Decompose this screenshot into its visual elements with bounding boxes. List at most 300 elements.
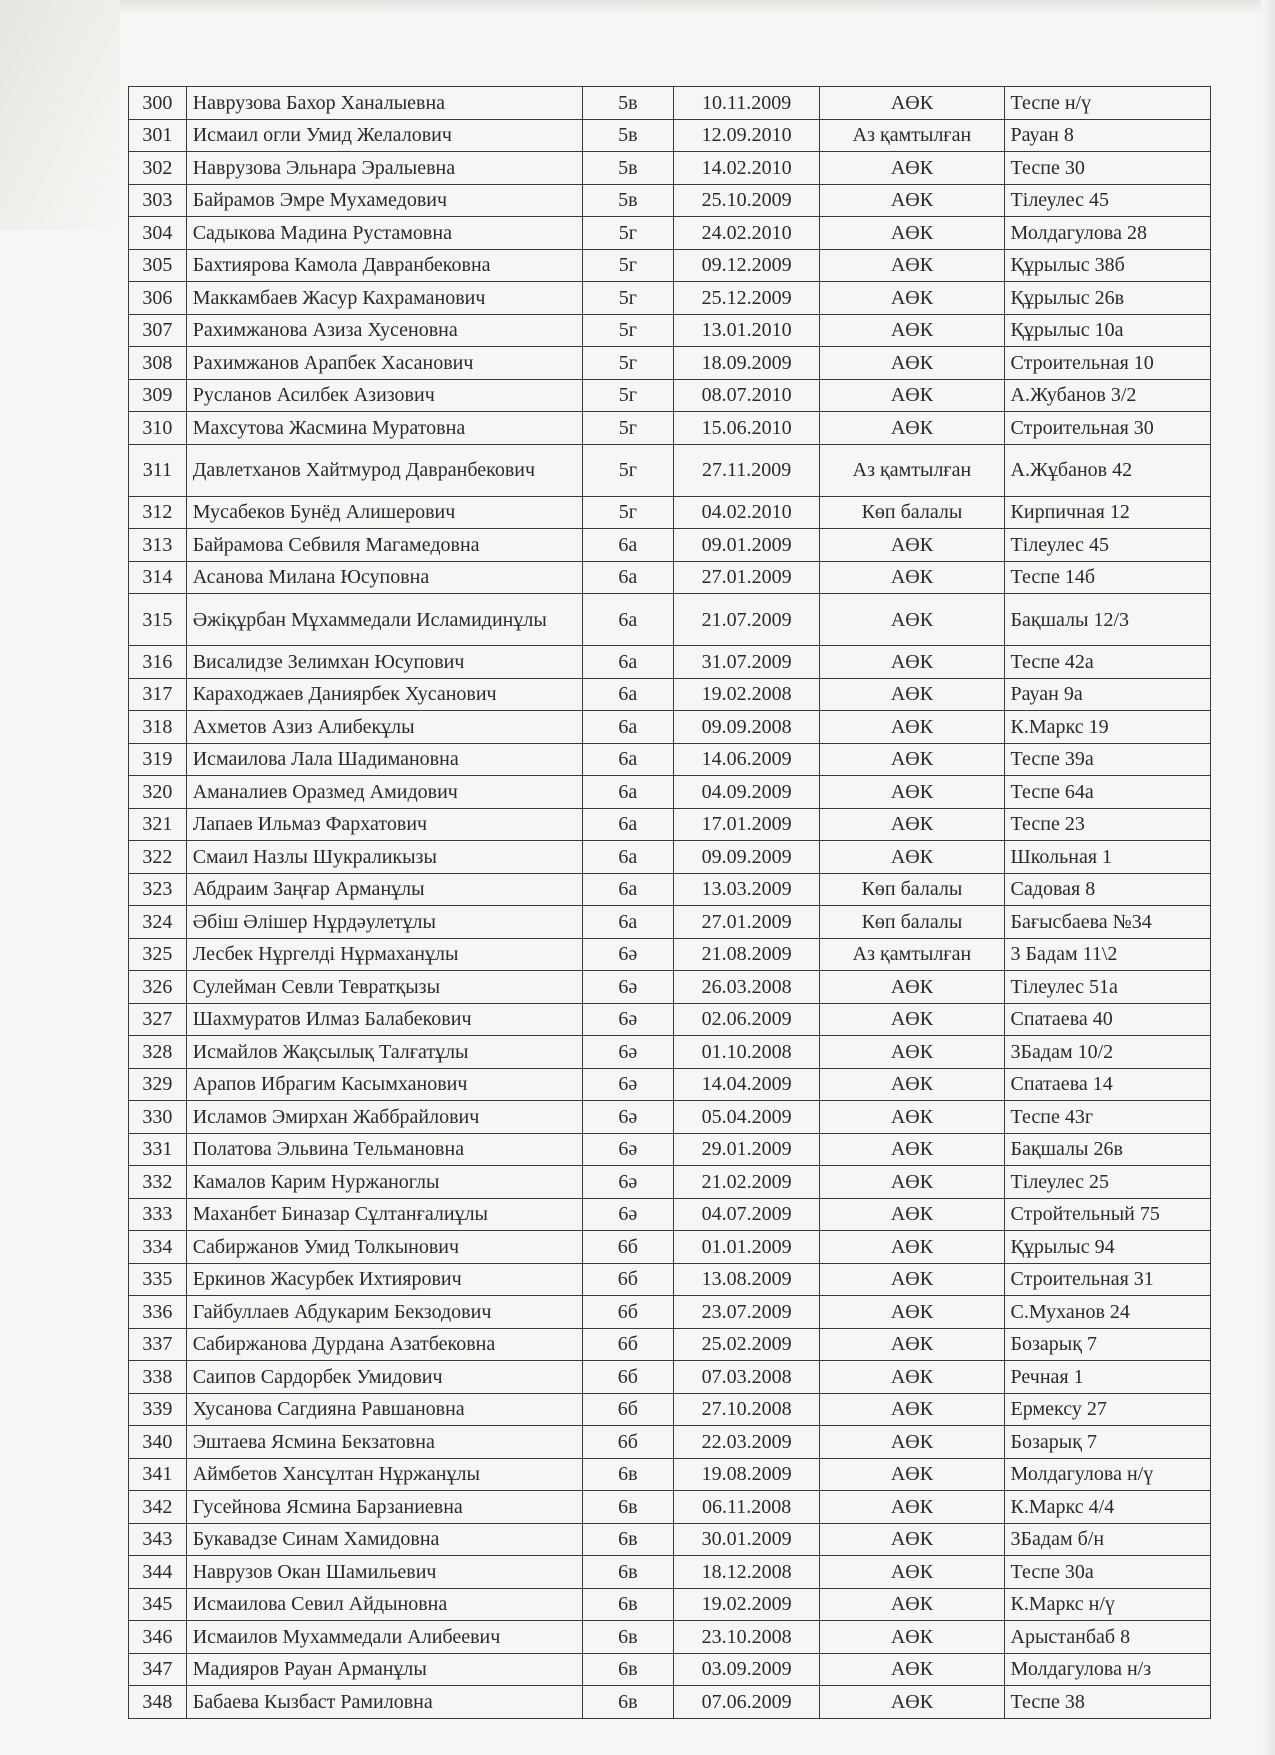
- class-grade: 6а: [582, 906, 673, 939]
- table-row: [129, 938, 1211, 971]
- birth-date: 27.01.2009: [673, 906, 819, 939]
- birth-date: 13.01.2010: [673, 314, 819, 347]
- birth-date: 07.06.2009: [673, 1686, 819, 1719]
- social-status: АӨК: [820, 1361, 1004, 1394]
- social-status: АӨК: [820, 678, 1004, 711]
- student-name: Махсутова Жасмина Муратовна: [186, 412, 582, 445]
- class-grade: 6ә: [582, 1036, 673, 1069]
- row-number: 330: [129, 1101, 187, 1134]
- social-status: АӨК: [820, 1198, 1004, 1231]
- social-status: АӨК: [820, 1686, 1004, 1719]
- social-status: АӨК: [820, 1426, 1004, 1459]
- class-grade: 5г: [582, 217, 673, 250]
- home-address: Садовая 8: [1004, 873, 1210, 906]
- table-row: [129, 1036, 1211, 1069]
- student-name: Караходжаев Даниярбек Хусанович: [186, 678, 582, 711]
- social-status: АӨК: [820, 217, 1004, 250]
- row-number: 327: [129, 1003, 187, 1036]
- table-row: [129, 1166, 1211, 1199]
- student-name: Хусанова Сагдияна Равшановна: [186, 1393, 582, 1426]
- roster-body: [129, 87, 1211, 1719]
- student-name: Камалов Карим Нуржаноглы: [186, 1166, 582, 1199]
- table-row: [129, 529, 1211, 562]
- row-number: 310: [129, 412, 187, 445]
- row-number: 334: [129, 1231, 187, 1264]
- social-status: АӨК: [820, 594, 1004, 646]
- table-row: [129, 119, 1211, 152]
- page-fold-shadow: [0, 0, 120, 230]
- table-row: [129, 1621, 1211, 1654]
- birth-date: 06.11.2008: [673, 1491, 819, 1524]
- student-name: Мусабеков Бунёд Алишерович: [186, 496, 582, 529]
- table-row: [129, 1101, 1211, 1134]
- class-grade: 6а: [582, 711, 673, 744]
- table-row: [129, 1393, 1211, 1426]
- birth-date: 15.06.2010: [673, 412, 819, 445]
- student-name: Сабиржанова Дурдана Азатбековна: [186, 1328, 582, 1361]
- home-address: Құрылыс 38б: [1004, 249, 1210, 282]
- class-grade: 5г: [582, 496, 673, 529]
- class-grade: 5г: [582, 412, 673, 445]
- social-status: АӨК: [820, 249, 1004, 282]
- home-address: С.Муханов 24: [1004, 1296, 1210, 1329]
- student-name: Эштаева Ясмина Бекзатовна: [186, 1426, 582, 1459]
- home-address: Теспе 64а: [1004, 776, 1210, 809]
- row-number: 345: [129, 1588, 187, 1621]
- class-grade: 6б: [582, 1328, 673, 1361]
- birth-date: 09.01.2009: [673, 529, 819, 562]
- student-name: Еркинов Жасурбек Ихтиярович: [186, 1263, 582, 1296]
- home-address: А.Жұбанов 42: [1004, 444, 1210, 496]
- social-status: АӨК: [820, 1296, 1004, 1329]
- social-status: АӨК: [820, 1166, 1004, 1199]
- table-row: [129, 594, 1211, 646]
- row-number: 342: [129, 1491, 187, 1524]
- student-name: Рахимжанов Арапбек Хасанович: [186, 347, 582, 380]
- row-number: 337: [129, 1328, 187, 1361]
- student-name: Исмайлов Жақсылық Талғатұлы: [186, 1036, 582, 1069]
- table-row: [129, 561, 1211, 594]
- class-grade: 6в: [582, 1621, 673, 1654]
- home-address: Тілеулес 51а: [1004, 971, 1210, 1004]
- row-number: 325: [129, 938, 187, 971]
- student-name: Бахтиярова Камола Давранбековна: [186, 249, 582, 282]
- birth-date: 01.10.2008: [673, 1036, 819, 1069]
- row-number: 347: [129, 1653, 187, 1686]
- student-name: Наврузова Бахор Ханалыевна: [186, 87, 582, 120]
- home-address: Теспе 30а: [1004, 1556, 1210, 1589]
- home-address: Арыстанбаб 8: [1004, 1621, 1210, 1654]
- table-row: [129, 1588, 1211, 1621]
- birth-date: 25.12.2009: [673, 282, 819, 315]
- row-number: 333: [129, 1198, 187, 1231]
- row-number: 314: [129, 561, 187, 594]
- birth-date: 09.12.2009: [673, 249, 819, 282]
- birth-date: 19.02.2009: [673, 1588, 819, 1621]
- home-address: Теспе н/ү: [1004, 87, 1210, 120]
- student-name: Лесбек Нұргелді Нұрмаханұлы: [186, 938, 582, 971]
- home-address: Тілеулес 45: [1004, 529, 1210, 562]
- home-address: Теспе 39а: [1004, 743, 1210, 776]
- social-status: АӨК: [820, 1653, 1004, 1686]
- birth-date: 04.07.2009: [673, 1198, 819, 1231]
- student-name: Наврузова Эльнара Эралыевна: [186, 152, 582, 185]
- birth-date: 13.08.2009: [673, 1263, 819, 1296]
- social-status: АӨК: [820, 743, 1004, 776]
- social-status: АӨК: [820, 1231, 1004, 1264]
- class-grade: 6в: [582, 1523, 673, 1556]
- class-grade: 6в: [582, 1556, 673, 1589]
- student-name: Гусейнова Ясмина Барзаниевна: [186, 1491, 582, 1524]
- class-grade: 6в: [582, 1653, 673, 1686]
- class-grade: 6ә: [582, 1101, 673, 1134]
- social-status: АӨК: [820, 1003, 1004, 1036]
- table-row: [129, 314, 1211, 347]
- birth-date: 30.01.2009: [673, 1523, 819, 1556]
- class-grade: 5г: [582, 282, 673, 315]
- birth-date: 26.03.2008: [673, 971, 819, 1004]
- row-number: 303: [129, 184, 187, 217]
- table-row: [129, 1653, 1211, 1686]
- student-name: Асанова Милана Юсуповна: [186, 561, 582, 594]
- birth-date: 27.01.2009: [673, 561, 819, 594]
- class-grade: 5г: [582, 379, 673, 412]
- home-address: Құрылыс 94: [1004, 1231, 1210, 1264]
- student-name: Аманалиев Оразмед Амидович: [186, 776, 582, 809]
- row-number: 324: [129, 906, 187, 939]
- class-grade: 6б: [582, 1231, 673, 1264]
- table-row: [129, 1296, 1211, 1329]
- birth-date: 19.08.2009: [673, 1458, 819, 1491]
- social-status: АӨК: [820, 184, 1004, 217]
- home-address: Молдагулова н/ү: [1004, 1458, 1210, 1491]
- row-number: 305: [129, 249, 187, 282]
- student-name: Исламов Эмирхан Жаббрайлович: [186, 1101, 582, 1134]
- social-status: АӨК: [820, 776, 1004, 809]
- birth-date: 08.07.2010: [673, 379, 819, 412]
- birth-date: 21.02.2009: [673, 1166, 819, 1199]
- table-row: [129, 87, 1211, 120]
- social-status: АӨК: [820, 711, 1004, 744]
- student-name: Исмаилова Лала Шадимановна: [186, 743, 582, 776]
- social-status: АӨК: [820, 282, 1004, 315]
- social-status: АӨК: [820, 314, 1004, 347]
- table-row: [129, 249, 1211, 282]
- student-name: Ахметов Азиз Алибекұлы: [186, 711, 582, 744]
- row-number: 306: [129, 282, 187, 315]
- class-grade: 6б: [582, 1296, 673, 1329]
- row-number: 311: [129, 444, 187, 496]
- table-row: [129, 1426, 1211, 1459]
- table-row: [129, 646, 1211, 679]
- student-name: Бабаева Кызбаст Рамиловна: [186, 1686, 582, 1719]
- student-name: Смаил Назлы Шукраликызы: [186, 841, 582, 874]
- birth-date: 02.06.2009: [673, 1003, 819, 1036]
- social-status: АӨК: [820, 87, 1004, 120]
- student-name: Сабиржанов Умид Толкынович: [186, 1231, 582, 1264]
- student-name: Висалидзе Зелимхан Юсупович: [186, 646, 582, 679]
- row-number: 317: [129, 678, 187, 711]
- birth-date: 29.01.2009: [673, 1133, 819, 1166]
- social-status: АӨК: [820, 529, 1004, 562]
- row-number: 326: [129, 971, 187, 1004]
- table-row: [129, 971, 1211, 1004]
- birth-date: 09.09.2009: [673, 841, 819, 874]
- class-grade: 6в: [582, 1686, 673, 1719]
- row-number: 316: [129, 646, 187, 679]
- birth-date: 25.10.2009: [673, 184, 819, 217]
- row-number: 329: [129, 1068, 187, 1101]
- class-grade: 6а: [582, 776, 673, 809]
- class-grade: 6ә: [582, 971, 673, 1004]
- social-status: Көп балалы: [820, 873, 1004, 906]
- home-address: Құрылыс 26в: [1004, 282, 1210, 315]
- row-number: 339: [129, 1393, 187, 1426]
- birth-date: 22.03.2009: [673, 1426, 819, 1459]
- student-name: Мадияров Рауан Арманұлы: [186, 1653, 582, 1686]
- home-address: Молдагулова 28: [1004, 217, 1210, 250]
- table-row: [129, 1328, 1211, 1361]
- class-grade: 6б: [582, 1361, 673, 1394]
- student-name: Байрамов Эмре Мухамедович: [186, 184, 582, 217]
- class-grade: 6а: [582, 529, 673, 562]
- home-address: Теспе 38: [1004, 1686, 1210, 1719]
- class-grade: 5в: [582, 184, 673, 217]
- social-status: АӨК: [820, 1458, 1004, 1491]
- table-row: [129, 1231, 1211, 1264]
- table-row: [129, 808, 1211, 841]
- class-grade: 6ә: [582, 938, 673, 971]
- home-address: Рауан 8: [1004, 119, 1210, 152]
- table-row: [129, 906, 1211, 939]
- table-row: [129, 1556, 1211, 1589]
- student-roster-table: [128, 86, 1211, 1719]
- home-address: Ермексу 27: [1004, 1393, 1210, 1426]
- class-grade: 6б: [582, 1426, 673, 1459]
- birth-date: 14.02.2010: [673, 152, 819, 185]
- birth-date: 17.01.2009: [673, 808, 819, 841]
- class-grade: 6а: [582, 561, 673, 594]
- social-status: АӨК: [820, 971, 1004, 1004]
- row-number: 331: [129, 1133, 187, 1166]
- social-status: АӨК: [820, 347, 1004, 380]
- social-status: АӨК: [820, 1101, 1004, 1134]
- birth-date: 05.04.2009: [673, 1101, 819, 1134]
- row-number: 332: [129, 1166, 187, 1199]
- row-number: 300: [129, 87, 187, 120]
- row-number: 336: [129, 1296, 187, 1329]
- birth-date: 27.10.2008: [673, 1393, 819, 1426]
- student-name: Әжіқұрбан Мұхаммедали Исламидинұлы: [186, 594, 582, 646]
- row-number: 309: [129, 379, 187, 412]
- social-status: АӨК: [820, 1556, 1004, 1589]
- row-number: 340: [129, 1426, 187, 1459]
- row-number: 323: [129, 873, 187, 906]
- row-number: 304: [129, 217, 187, 250]
- home-address: Молдагулова н/з: [1004, 1653, 1210, 1686]
- scan-top-edge: [0, 0, 1275, 14]
- row-number: 312: [129, 496, 187, 529]
- student-name: Лапаев Ильмаз Фархатович: [186, 808, 582, 841]
- row-number: 348: [129, 1686, 187, 1719]
- table-row: [129, 1068, 1211, 1101]
- home-address: Құрылыс 10а: [1004, 314, 1210, 347]
- table-row: [129, 496, 1211, 529]
- birth-date: 03.09.2009: [673, 1653, 819, 1686]
- row-number: 322: [129, 841, 187, 874]
- class-grade: 6в: [582, 1458, 673, 1491]
- home-address: Речная 1: [1004, 1361, 1210, 1394]
- student-name: Исмаилов Мухаммедали Алибеевич: [186, 1621, 582, 1654]
- birth-date: 13.03.2009: [673, 873, 819, 906]
- home-address: Кирпичная 12: [1004, 496, 1210, 529]
- table-row: [129, 678, 1211, 711]
- birth-date: 21.07.2009: [673, 594, 819, 646]
- birth-date: 04.02.2010: [673, 496, 819, 529]
- social-status: АӨК: [820, 646, 1004, 679]
- class-grade: 6а: [582, 873, 673, 906]
- class-grade: 6а: [582, 678, 673, 711]
- student-name: Маханбет Биназар Сұлтанғалиұлы: [186, 1198, 582, 1231]
- row-number: 320: [129, 776, 187, 809]
- social-status: АӨК: [820, 1133, 1004, 1166]
- table-row: [129, 217, 1211, 250]
- birth-date: 25.02.2009: [673, 1328, 819, 1361]
- class-grade: 5г: [582, 249, 673, 282]
- birth-date: 18.09.2009: [673, 347, 819, 380]
- social-status: Аз қамтылған: [820, 119, 1004, 152]
- student-name: Гайбуллаев Абдукарим Бекзодович: [186, 1296, 582, 1329]
- birth-date: 12.09.2010: [673, 119, 819, 152]
- home-address: Стройтельный 75: [1004, 1198, 1210, 1231]
- social-status: Көп балалы: [820, 496, 1004, 529]
- student-name: Рахимжанова Азиза Хусеновна: [186, 314, 582, 347]
- student-name: Наврузов Окан Шамильевич: [186, 1556, 582, 1589]
- birth-date: 31.07.2009: [673, 646, 819, 679]
- social-status: АӨК: [820, 379, 1004, 412]
- class-grade: 6а: [582, 841, 673, 874]
- home-address: Бақшалы 12/3: [1004, 594, 1210, 646]
- class-grade: 6ә: [582, 1166, 673, 1199]
- home-address: Бағысбаева №34: [1004, 906, 1210, 939]
- class-grade: 6ә: [582, 1068, 673, 1101]
- table-row: [129, 347, 1211, 380]
- table-row: [129, 1361, 1211, 1394]
- birth-date: 04.09.2009: [673, 776, 819, 809]
- social-status: АӨК: [820, 1328, 1004, 1361]
- student-name: Маккамбаев Жасур Кахраманович: [186, 282, 582, 315]
- student-name: Саипов Сардорбек Умидович: [186, 1361, 582, 1394]
- home-address: А.Жубанов 3/2: [1004, 379, 1210, 412]
- home-address: Спатаева 14: [1004, 1068, 1210, 1101]
- birth-date: 21.08.2009: [673, 938, 819, 971]
- student-name: Полатова Эльвина Тельмановна: [186, 1133, 582, 1166]
- student-name: Шахмуратов Илмаз Балабекович: [186, 1003, 582, 1036]
- birth-date: 10.11.2009: [673, 87, 819, 120]
- row-number: 319: [129, 743, 187, 776]
- table-row: [129, 152, 1211, 185]
- class-grade: 6ә: [582, 1133, 673, 1166]
- home-address: Школьная 1: [1004, 841, 1210, 874]
- social-status: АӨК: [820, 1523, 1004, 1556]
- class-grade: 6б: [582, 1393, 673, 1426]
- class-grade: 6в: [582, 1491, 673, 1524]
- student-name: Исмаил огли Умид Желалович: [186, 119, 582, 152]
- social-status: АӨК: [820, 1588, 1004, 1621]
- table-row: [129, 1133, 1211, 1166]
- birth-date: 18.12.2008: [673, 1556, 819, 1589]
- social-status: АӨК: [820, 1393, 1004, 1426]
- social-status: АӨК: [820, 1263, 1004, 1296]
- home-address: Тілеулес 45: [1004, 184, 1210, 217]
- scan-right-edge: [1261, 0, 1275, 1755]
- birth-date: 14.06.2009: [673, 743, 819, 776]
- student-name: Арапов Ибрагим Касымханович: [186, 1068, 582, 1101]
- home-address: 3 Бадам 11\2: [1004, 938, 1210, 971]
- student-name: Әбіш Әлішер Нұрдәулетұлы: [186, 906, 582, 939]
- home-address: 3Бадам 10/2: [1004, 1036, 1210, 1069]
- row-number: 328: [129, 1036, 187, 1069]
- table-row: [129, 1003, 1211, 1036]
- social-status: АӨК: [820, 412, 1004, 445]
- table-row: [129, 711, 1211, 744]
- home-address: Бақшалы 26в: [1004, 1133, 1210, 1166]
- student-name: Русланов Асилбек Азизович: [186, 379, 582, 412]
- home-address: Теспе 42а: [1004, 646, 1210, 679]
- table-row: [129, 412, 1211, 445]
- birth-date: 24.02.2010: [673, 217, 819, 250]
- birth-date: 09.09.2008: [673, 711, 819, 744]
- row-number: 335: [129, 1263, 187, 1296]
- home-address: Теспе 14б: [1004, 561, 1210, 594]
- class-grade: 6а: [582, 646, 673, 679]
- social-status: АӨК: [820, 1068, 1004, 1101]
- class-grade: 5в: [582, 152, 673, 185]
- table-row: [129, 1458, 1211, 1491]
- home-address: Рауан 9а: [1004, 678, 1210, 711]
- table-row: [129, 841, 1211, 874]
- table-row: [129, 1491, 1211, 1524]
- home-address: К.Маркс 4/4: [1004, 1491, 1210, 1524]
- table-row: [129, 743, 1211, 776]
- row-number: 301: [129, 119, 187, 152]
- social-status: АӨК: [820, 561, 1004, 594]
- table-row: [129, 444, 1211, 496]
- student-name: Исмаилова Севил Айдыновна: [186, 1588, 582, 1621]
- table-row: [129, 282, 1211, 315]
- row-number: 313: [129, 529, 187, 562]
- table-row: [129, 1198, 1211, 1231]
- class-grade: 6ә: [582, 1198, 673, 1231]
- student-name: Абдраим Заңғар Арманұлы: [186, 873, 582, 906]
- birth-date: 23.07.2009: [673, 1296, 819, 1329]
- home-address: 3Бадам б/н: [1004, 1523, 1210, 1556]
- home-address: Бозарық 7: [1004, 1328, 1210, 1361]
- table-row: [129, 379, 1211, 412]
- table-row: [129, 1263, 1211, 1296]
- row-number: 346: [129, 1621, 187, 1654]
- birth-date: 07.03.2008: [673, 1361, 819, 1394]
- row-number: 338: [129, 1361, 187, 1394]
- row-number: 302: [129, 152, 187, 185]
- social-status: АӨК: [820, 1621, 1004, 1654]
- row-number: 344: [129, 1556, 187, 1589]
- home-address: К.Маркс н/ү: [1004, 1588, 1210, 1621]
- social-status: Аз қамтылған: [820, 444, 1004, 496]
- class-grade: 5г: [582, 314, 673, 347]
- home-address: Тілеулес 25: [1004, 1166, 1210, 1199]
- table-row: [129, 1523, 1211, 1556]
